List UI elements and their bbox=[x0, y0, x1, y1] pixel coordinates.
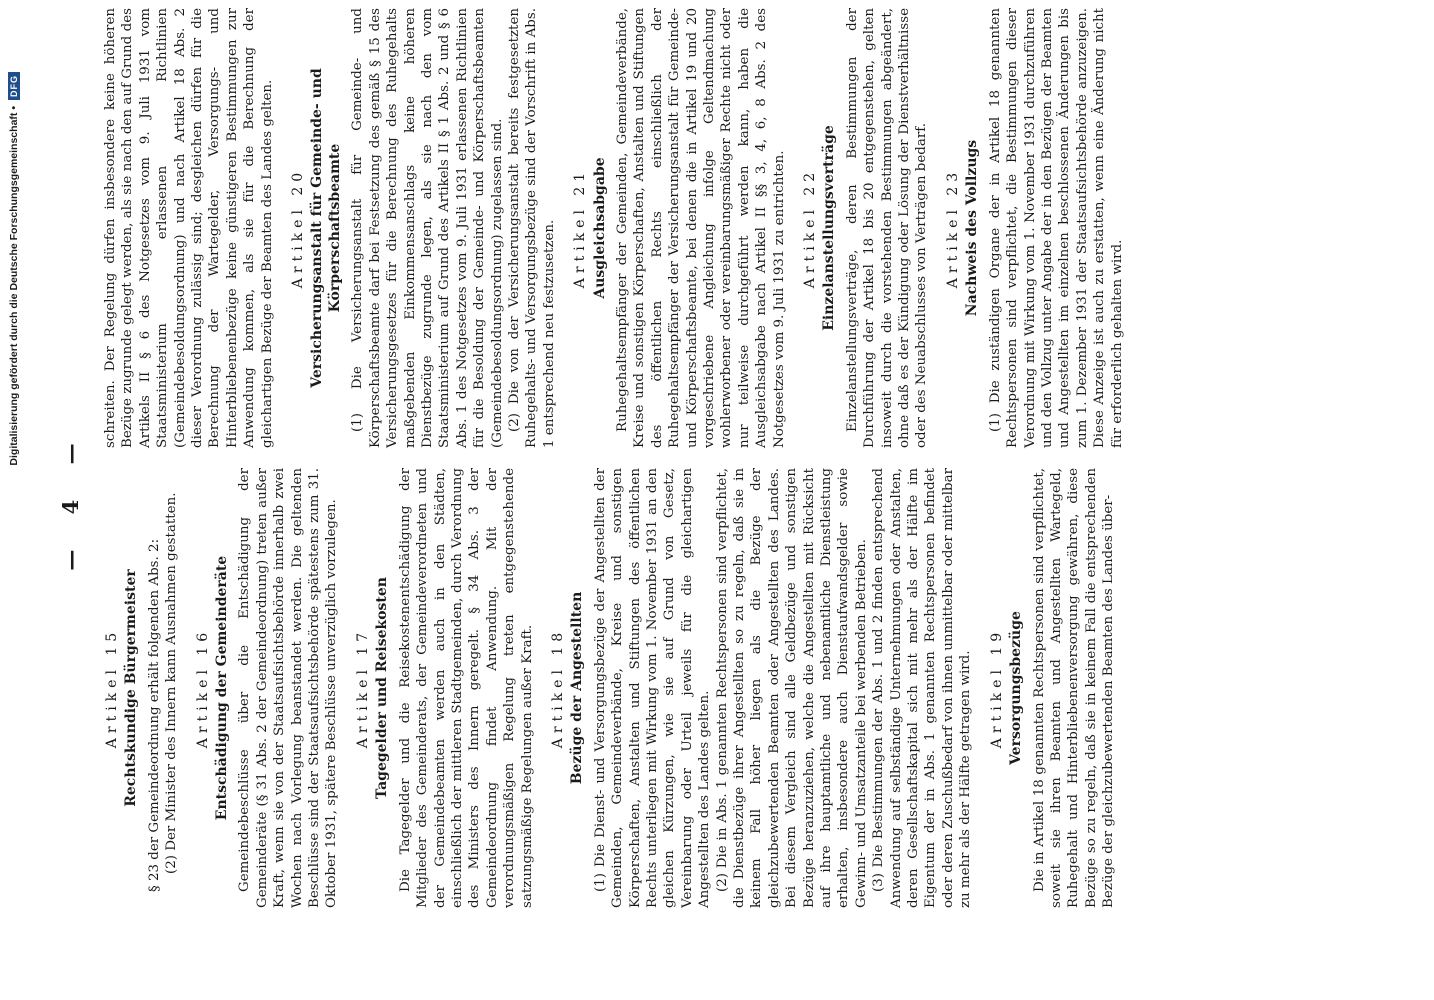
paragraph: (2) Die in Abs. 1 genannten Rechtspersonen sind verpflichtet, die Dienstbezüge ihrer Angestellten so zu regeln, daß sie in keinem Fall höher liegen als die Bezüge der gleichzubewertenden Beamten oder Angestellten des Landes. Bei diesem Vergleich sind alle Geldbezüge und sonstigen Bezüge heranzuziehen, welche die Angestellten mit Rücksicht auf ihre hauptamtliche und nebenamtliche Dienstleistung erhalten, insbesondere auch Dienstaufwandsgelder sowie Gewinn- und Umsatzanteile bei werbenden Betrieben. bbox=[714, 468, 869, 908]
paragraph: schreiten. Der Regelung dürfen insbesondere keine höheren Bezüge zugrunde gelegt werden, als sie nach den auf Grund des Artikels II § 6 des Notgesetzes vom 9. Juli 1931 vom Staatsministerium erlassenen Richtlinien (Gemeindebesoldungsordnung) und nach Artikel 18 Abs. 2 dieser Verordnung zulässig sind; desgleichen dürfen für die Berechnung der Wartegelder, Versorgungs- und Hinterbliebenenbezüge keine günstigeren Bestimmungen zur Anwendung kommen, als sie für die Berechnung der gleichartigen Bezüge der Beamten des Landes gelten. bbox=[103, 8, 275, 448]
paragraph: (1) Die Versicherungsanstalt für Gemeinde- und Körperschaftsbeamte darf bei Festsetzung des gemäß § 15 des Versicherungsgesetzes für die Berechnung des Ruhegehalts maßgebenden Einkommensanschlags keine höheren Dienstbezüge zugrunde legen, als sie nach den vom Staatsministerium auf Grund des Artikels II § 1 Abs. 2 und § 6 Abs. 1 des Notgesetzes vom 9. Juli 1931 erlassenen Richtlinien für die Besoldung der Gemeinde- und Körperschaftsbeamten (Gemeindebesoldungsordnung) zugelassen sind. bbox=[350, 8, 505, 448]
right-column bbox=[102, 8, 1126, 448]
left-column bbox=[102, 468, 1118, 908]
article-heading: Ausgleichsabgabe bbox=[591, 157, 608, 299]
paragraph: (2) Die von der Versicherungsanstalt bereits festgesetzten Ruhegehalts- und Versorgungsbezüge sind der Vorschrift in Abs. 1 entsprechend neu festzusetzen. bbox=[506, 8, 557, 448]
article-number: Artikel 20 bbox=[290, 167, 307, 289]
paragraph: Die in Artikel 18 genannten Rechtspersonen sind verpflichtet, soweit sie ihren Beamten und Angestellten Wartegeld, Ruhegehalt und Hinterbliebenenversorgung gewähren, diese Bezüge so zu regeln, daß sie in keinem Fall die entsprechenden Bezüge der gleichzubewertenden Beamten des Landes über- bbox=[1031, 468, 1117, 908]
paragraph: Die Tagegelder und die Reisekostenentschädigung der Mitglieder des Gemeinderats, der Gemeindeverordneten und der Gemeindebeamten werden auch in den Städten, einschließlich der mittleren Stadtgemeinden, durch Verordnung des Ministers des Innern geregelt. § 34 Abs. 3 der Gemeindeordnung findet Anwendung. Mit der verordnungsmäßigen Regelung treten entgegenstehende satzungsmäßige Regelungen außer Kraft. bbox=[397, 468, 535, 908]
paragraph: Ruhegehaltsempfänger der Gemeinden, Gemeindeverbände, Kreise und sonstigen Körperschaften, Anstalten und Stiftungen des öffentlichen Rechts einschließlich der Ruhegehaltsempfänger der Versicherungsanstalt für Gemeinde- und Körperschaftsbeamte, bei denen die in Artikel 19 und 20 vorgeschriebene Angleichung infolge Geltendmachung wohlerworbener oder vereinbarungsmäßiger Rechte nicht oder nur teilweise durchgeführt werden kann, haben die Ausgleichsabgabe nach Artikel II §§ 3, 4, 6, 8 Abs. 2 des Notgesetzes vom 9. Juli 1931 zu entrichten. bbox=[614, 8, 787, 448]
article-number: Artikel 21 bbox=[572, 167, 589, 289]
article-heading: Tagegelder und Reisekosten bbox=[374, 577, 391, 799]
article-heading: Versicherungsanstalt für Gemeinde- und Körperschaftsbeamte bbox=[309, 68, 343, 388]
article-number: Artikel 15 bbox=[104, 627, 120, 749]
paragraph: (1) Die zuständigen Organe der in Artikel 18 genannten Rechtspersonen sind verpflichtet, die Bestimmungen dieser Verordnung mit Wirkung vom 1. November 1931 durchzuführen und den Vollzug unter Angabe der in den Bezügen der Beamten und Angestellten im einzelnen beschlossenen Änderungen bis zum 1. Dezember 1931 der Staatsaufsichtsbehörde anzuzeigen. Diese Anzeige ist auch zu erstatten, wenn eine Änderung nicht für erforderlich gehalten wird. bbox=[987, 8, 1125, 448]
article-heading: Rechtskundige Bürgermeister bbox=[123, 569, 140, 807]
paragraph: (3) Die Bestimmungen der Abs. 1 und 2 finden entsprechend Anwendung auf selbständige Unternehmungen oder Anstalten, deren Gesellschaftskapital sich mit mehr als der Hälfte im Eigentum der in Abs. 1 genannten Rechtspersonen befindet oder deren Zuschußbedarf von ihnen unmittelbar oder mittelbar zu mehr als der Hälfte getragen wird. bbox=[871, 468, 974, 908]
paragraph: (2) Der Minister des Innern kann Ausnahmen gestatten. bbox=[164, 492, 180, 874]
digitization-footer bbox=[8, 0, 20, 1000]
dfg-logo-icon: DFG bbox=[8, 72, 20, 100]
article-number: Artikel 16 bbox=[194, 627, 211, 749]
article-heading: Einzelanstellungsverträge bbox=[821, 125, 838, 331]
paragraph: § 23 der Gemeindeordnung erhält folgenden Abs. 2: bbox=[146, 538, 162, 892]
article-number: Artikel 18 bbox=[549, 627, 566, 749]
article-number: Artikel 22 bbox=[802, 167, 819, 289]
paragraph: Einzelanstellungsverträge, deren Bestimmungen der Durchführung der Artikel 18 bis 20 entgegenstehen, gelten insoweit durch die vorstehenden Bestimmungen abgeändert, ohne daß es der Kündigung oder Lösung der Dienstverhältnisse oder des Neuabschlusses von Verträgen bedarf. bbox=[844, 8, 930, 448]
page-number: — 4 — bbox=[58, 429, 83, 571]
article-number: Artikel 19 bbox=[988, 627, 1005, 749]
article-heading: Entschädigung der Gemeinderäte bbox=[214, 555, 231, 821]
article-heading: Versorgungsbezüge bbox=[1008, 611, 1025, 765]
article-heading: Nachweis des Vollzugs bbox=[964, 139, 981, 317]
paragraph: Gemeindebeschlüsse über die Entschädigung der Gemeinderäte (§ 31 Abs. 2 der Gemeindeordnung) treten außer Kraft, wenn sie von der Staatsaufsichtsbehörde innerhalb zwei Wochen nach Vorlegung beanstandet werden. Die geltenden Beschlüsse sind der Staatsaufsichtsbehörde spätestens zum 31. Oktober 1931, spätere Beschlüsse unverzüglich vorzulegen. bbox=[237, 468, 340, 908]
article-number: Artikel 23 bbox=[944, 167, 961, 289]
article-number: Artikel 17 bbox=[354, 627, 371, 749]
article-heading: Bezüge der Angestellten bbox=[569, 591, 586, 785]
footer-text: Digitalisierung gefördert durch die Deutsche Forschungsgemeinschaft • bbox=[8, 106, 20, 466]
paragraph: (1) Die Dienst- und Versorgungsbezüge der Angestellten der Gemeinden, Gemeindeverbände, Kreise und sonstigen Körperschaften, Anstalten und Stiftungen des öffentlichen Rechts unterliegen mit Wirkung vom 1. November 1931 an den gleichen Kürzungen, wie sie auf Grund von Gesetz, Vereinbarung oder Urteil jeweils für die gleichartigen Angestellten des Landes gelten. bbox=[592, 468, 713, 908]
